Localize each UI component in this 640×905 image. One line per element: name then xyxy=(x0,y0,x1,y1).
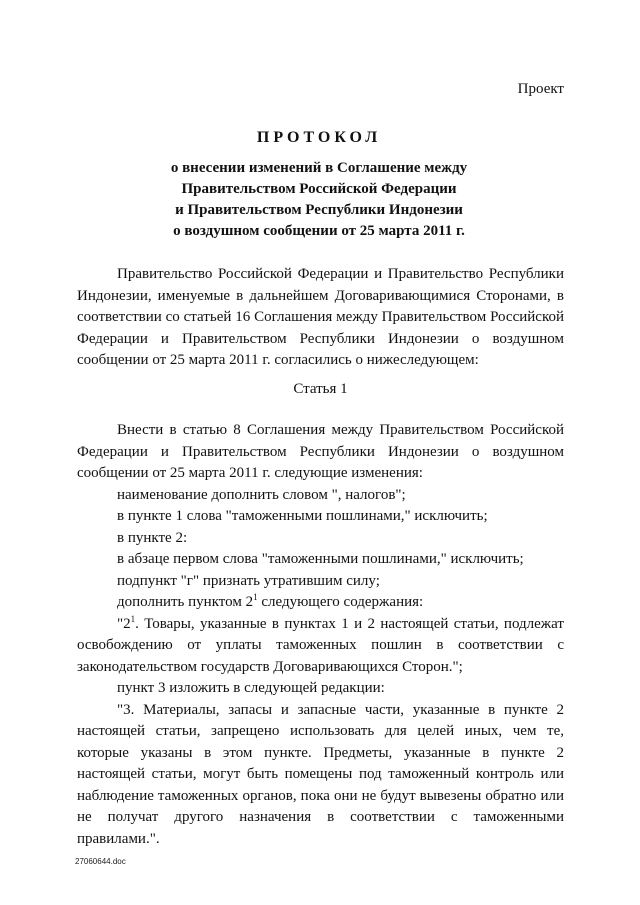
amendment-item: пункт 3 изложить в следующей редакции: xyxy=(117,680,385,696)
subtitle-line: о внесении изменений в Соглашение между xyxy=(170,160,468,176)
add-item-prefix: дополнить пунктом 2 xyxy=(117,594,254,610)
amendment-item: подпункт "г" признать утратившим силу; xyxy=(117,572,380,589)
document-subtitle xyxy=(74,158,564,242)
subtitle-line: и Правительством Республики Индонезии xyxy=(175,202,463,218)
preamble-section xyxy=(77,264,564,372)
amendment-item: в пункте 1 слова "таможенными пошлинами," исключить; xyxy=(117,508,488,524)
article-1-section xyxy=(77,379,564,401)
add-item-superscript: 1 xyxy=(253,592,258,602)
subtitle-line: Правительством Российской Федерации xyxy=(181,181,457,197)
preamble-paragraph: Правительство Российской Федерации и Правительство Республики Индонезии, именуемые в дальнейшем Договаривающимися Сторонами, в соответствии со статьей 16 Соглашения между Правительством Российской Федерации и Правительством Республики Индонезии о воздушном сообщении от 25 марта 2011 г. согласились о нижеследующем: xyxy=(77,266,564,368)
quote-prefix: "2 xyxy=(117,615,131,632)
quote-suffix: . Товары, указанные в пунктах 1 и 2 настоящей статьи, подлежат освобождению от уплаты таможенных пошлин в соответствии с законодательством государств Договаривающихся Сторон."; xyxy=(77,615,564,675)
draft-label: Проект xyxy=(517,81,564,97)
title-block xyxy=(74,127,564,242)
amendment-item: наименование дополнить словом ", налогов"; xyxy=(117,486,406,503)
amendment-item: в абзаце первом слова "таможенными пошлинами," исключить; xyxy=(117,551,524,567)
subtitle-line: о воздушном сообщении от 25 марта 2011 г. xyxy=(173,223,465,239)
article-1-body xyxy=(77,420,564,850)
quoted-point-2-1 xyxy=(77,614,564,679)
amendment-item-add-point xyxy=(77,592,564,614)
document-title: ПРОТОКОЛ xyxy=(256,129,382,146)
add-item-suffix: следующего содержания: xyxy=(257,594,424,610)
quote-superscript: 1 xyxy=(130,613,136,624)
article-heading: Статья 1 xyxy=(293,381,348,397)
amendment-item: в пункте 2: xyxy=(117,529,188,546)
quoted-point-3: "3. Материалы, запасы и запасные части, указанные в пункте 2 настоящей статьи, запрещено использовать для целей иных, чем те, которые указаны в этом пункте. Предметы, указанные в пункте 2 настоящей статьи, могут быть помещены под таможенный контроль или наблюдение таможенных органов, пока они не будут вывезены обратно или не получат другого назначения в соответствии с таможенными правилами.". xyxy=(77,701,564,847)
footer-filename: 27060644.doc xyxy=(75,857,126,866)
article-intro: Внести в статью 8 Соглашения между Правительством Российской Федерации и Правительством Республики Индонезии о воздушном сообщении от 25 марта 2011 г. следующие изменения: xyxy=(77,422,564,481)
